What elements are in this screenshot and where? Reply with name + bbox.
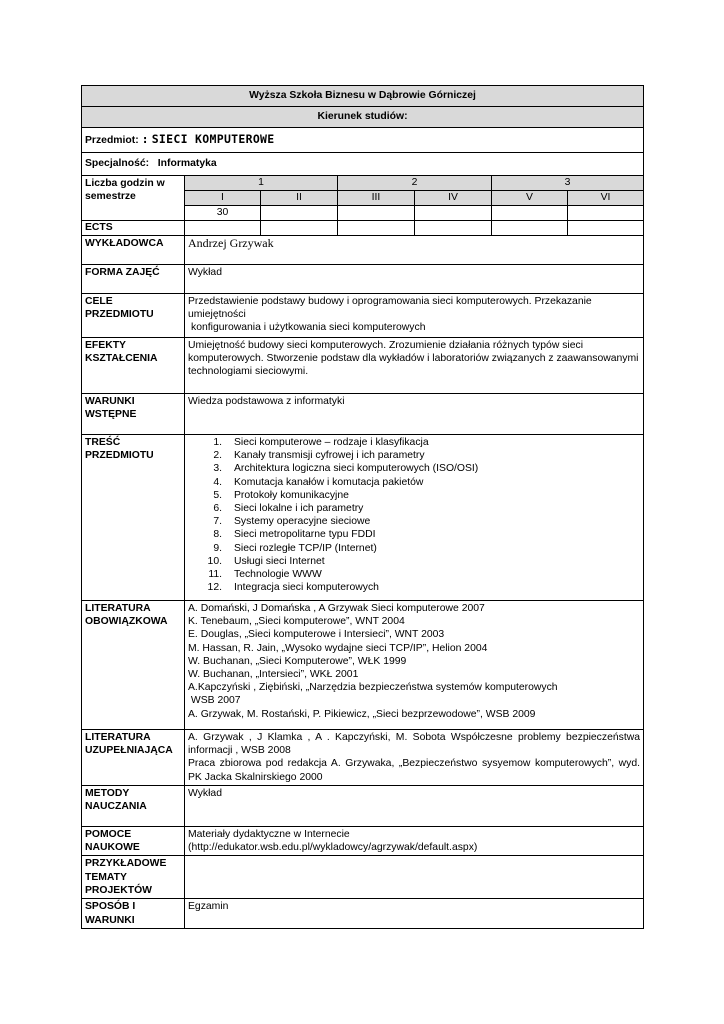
hours-sem-5 [492, 206, 568, 221]
hours-sem-3 [338, 206, 415, 221]
form-value: Wykład [185, 265, 644, 294]
content-item [188, 515, 640, 528]
goals-line-2: konfigurowania i użytkowania sieci komputerowych [191, 322, 426, 334]
lecturer-label: WYKŁADOWCA [82, 236, 185, 265]
ects-label: ECTS [82, 221, 185, 236]
content-item-text: Usługi sieci Internet [234, 555, 325, 567]
content-item-number: 4. [213, 476, 222, 488]
lit-req-item: WSB 2007 [188, 695, 241, 707]
content-item-number: 3. [213, 463, 222, 475]
content-list [188, 436, 640, 594]
content-item-text: Technologie WWW [234, 569, 322, 581]
lit-sup-line-1: A. Grzywak , J Klamka , A . Kapczyński, M. Sobota Współczesne problemy bezpieczeństwa informacji , WSB 2008 [188, 732, 640, 757]
hours-sem-4 [415, 206, 492, 221]
aids-value: Materiały dydaktyczne w Internecie (http://edukator.wsb.edu.pl/wykladowcy/agrzywak/default.aspx) [185, 827, 644, 856]
hours-sem-2 [261, 206, 338, 221]
content-label: TREŚĆ PRZEDMIOTU [82, 435, 185, 601]
lit-req-item: W. Buchanan, „Sieci Komputerowe”, WŁK 1999 [188, 655, 407, 667]
content-item-number: 5. [213, 489, 222, 501]
content-item-text: Sieci rozległe TCP/IP (Internet) [234, 542, 377, 554]
projects-label: PRZYKŁADOWE TEMATY PROJEKTÓW [82, 856, 185, 899]
content-item-text: Sieci metropolitarne typu FDDI [234, 529, 376, 541]
subject-name: SIECI KOMPUTEROWE [151, 131, 275, 146]
school-name: Wyższa Szkoła Biznesu w Dąbrowie Górniczej [82, 86, 644, 107]
lit-req-item: A.Kapczyński , Ziębiński, „Narzędzia bezpieczeństwa systemów komputerowych [188, 682, 558, 694]
content-item [188, 581, 640, 594]
subject-row [82, 128, 644, 153]
content-item [188, 489, 640, 502]
content-item [188, 542, 640, 555]
hours-label: Liczba godzin w semestrze [82, 176, 185, 221]
ects-sem-2 [261, 221, 338, 236]
content-item [188, 502, 640, 515]
specialty-row [82, 153, 644, 176]
content-item-text: Kanały transmisji cyfrowej i ich parametry [234, 450, 425, 462]
content-item [188, 449, 640, 462]
content-item-text: Architektura logiczna sieci komputerowych (ISO/OSI) [234, 463, 479, 475]
content-item-number: 2. [213, 450, 222, 462]
lit-req-item: M. Hassan, R. Jain, „Wysoko wydajne sieci TCP/IP”, Helion 2004 [188, 642, 488, 654]
lit-req-item: A. Domański, J Domańska , A Grzywak Sieci komputerowe 2007 [188, 603, 485, 614]
goals-value [185, 294, 644, 338]
specialty-label: Specjalność: [85, 158, 150, 170]
lecturer-value: Andrzej Grzywak [185, 236, 644, 265]
specialty-value: Informatyka [157, 158, 217, 170]
content-item [188, 555, 640, 568]
effects-value: Umiejętność budowy sieci komputerowych. Zrozumienie działania różnych typów sieci komputerowych. Stworzenie podstaw dla wykładów i laboratoriów związanych z zaawansowanymi technologiami sieciowymi. [185, 338, 644, 394]
subject-label: Przedmiot: [85, 134, 142, 146]
content-item [188, 476, 640, 489]
content-item-text: Sieci komputerowe – rodzaje i klasyfikacja [234, 437, 429, 448]
semester-4: IV [415, 191, 492, 206]
goals-label: CELE PRZEDMIOTU [82, 294, 185, 338]
lit-req-value [185, 601, 644, 730]
semester-1: I [185, 191, 261, 206]
lit-sup-line-2: Praca zbiorowa pod redakcja A. Grzywaka, „Bezpieczeństwo sysyemow komputerowych”, wyd. PK Jacka Skalnirskiego 2000 [188, 758, 640, 783]
lit-req-item: A. Grzywak, M. Rostański, P. Pikiewicz, „Sieci bezprzewodowe”, WSB 2009 [188, 708, 536, 720]
content-item-number: 1. [213, 437, 222, 448]
hours-sem-1: 30 [185, 206, 261, 221]
content-item-text: Systemy operacyjne sieciowe [234, 516, 371, 528]
conditions-value: Egzamin [185, 899, 644, 928]
methods-label: METODY NAUCZANIA [82, 786, 185, 827]
semester-6: VI [568, 191, 644, 206]
content-item-number: 11. [208, 569, 222, 581]
ects-sem-3 [338, 221, 415, 236]
content-item-number: 12. [207, 582, 222, 594]
year-1: 1 [185, 176, 338, 191]
content-item-number: 6. [213, 503, 222, 515]
syllabus-table [81, 85, 644, 929]
semester-3: III [338, 191, 415, 206]
content-item-number: 10. [207, 555, 222, 567]
subject-colon: : [141, 131, 149, 146]
content-item-text: Komutacja kanałów i komutacja pakietów [234, 476, 424, 488]
content-item-number: 9. [213, 542, 222, 554]
syllabus-sheet [81, 85, 643, 929]
content-item [188, 568, 640, 581]
lit-req-list [188, 602, 640, 721]
lit-req-item: K. Tenebaum, „Sieci komputerowe”, WNT 2004 [188, 616, 405, 628]
year-2: 2 [338, 176, 492, 191]
content-item [188, 436, 640, 449]
effects-label: EFEKTY KSZTAŁCENIA [82, 338, 185, 394]
year-3: 3 [492, 176, 644, 191]
prereq-value: Wiedza podstawowa z informatyki [185, 394, 644, 435]
goals-line-1: Przedstawienie podstawy budowy i oprogramowania sieci komputerowych. Przekazanie umiejętności [188, 296, 592, 321]
ects-sem-4 [415, 221, 492, 236]
lit-req-item: E. Douglas, „Sieci komputerowe i Intersieci”, WNT 2003 [188, 629, 445, 641]
content-item-text: Protokoły komunikacyjne [234, 489, 349, 501]
ects-sem-1 [185, 221, 261, 236]
content-item [188, 462, 640, 475]
content-item-number: 7. [213, 516, 222, 528]
conditions-label: SPOSÓB I WARUNKI [82, 899, 185, 928]
prereq-label: WARUNKI WSTĘPNE [82, 394, 185, 435]
methods-value: Wykład [185, 786, 644, 827]
lit-req-item: W. Buchanan, „Intersieci”, WKŁ 2001 [188, 669, 359, 681]
field-of-study-label: Kierunek studiów: [82, 107, 644, 128]
lit-sup-label: LITERATURA UZUPEŁNIAJĄCA [82, 730, 185, 786]
content-item-text: Sieci lokalne i ich parametry [234, 503, 364, 515]
content-item-text: Integracja sieci komputerowych [234, 582, 379, 594]
projects-value [185, 856, 644, 899]
hours-sem-6 [568, 206, 644, 221]
lit-req-label: LITERATURA OBOWIĄZKOWA [82, 601, 185, 730]
semester-5: V [492, 191, 568, 206]
ects-sem-6 [568, 221, 644, 236]
content-item [188, 528, 640, 541]
form-label: FORMA ZAJĘĆ [82, 265, 185, 294]
semester-2: II [261, 191, 338, 206]
lit-sup-value [185, 730, 644, 786]
content-item-number: 8. [213, 529, 222, 541]
aids-label: POMOCE NAUKOWE [82, 827, 185, 856]
content-value [185, 435, 644, 601]
ects-sem-5 [492, 221, 568, 236]
